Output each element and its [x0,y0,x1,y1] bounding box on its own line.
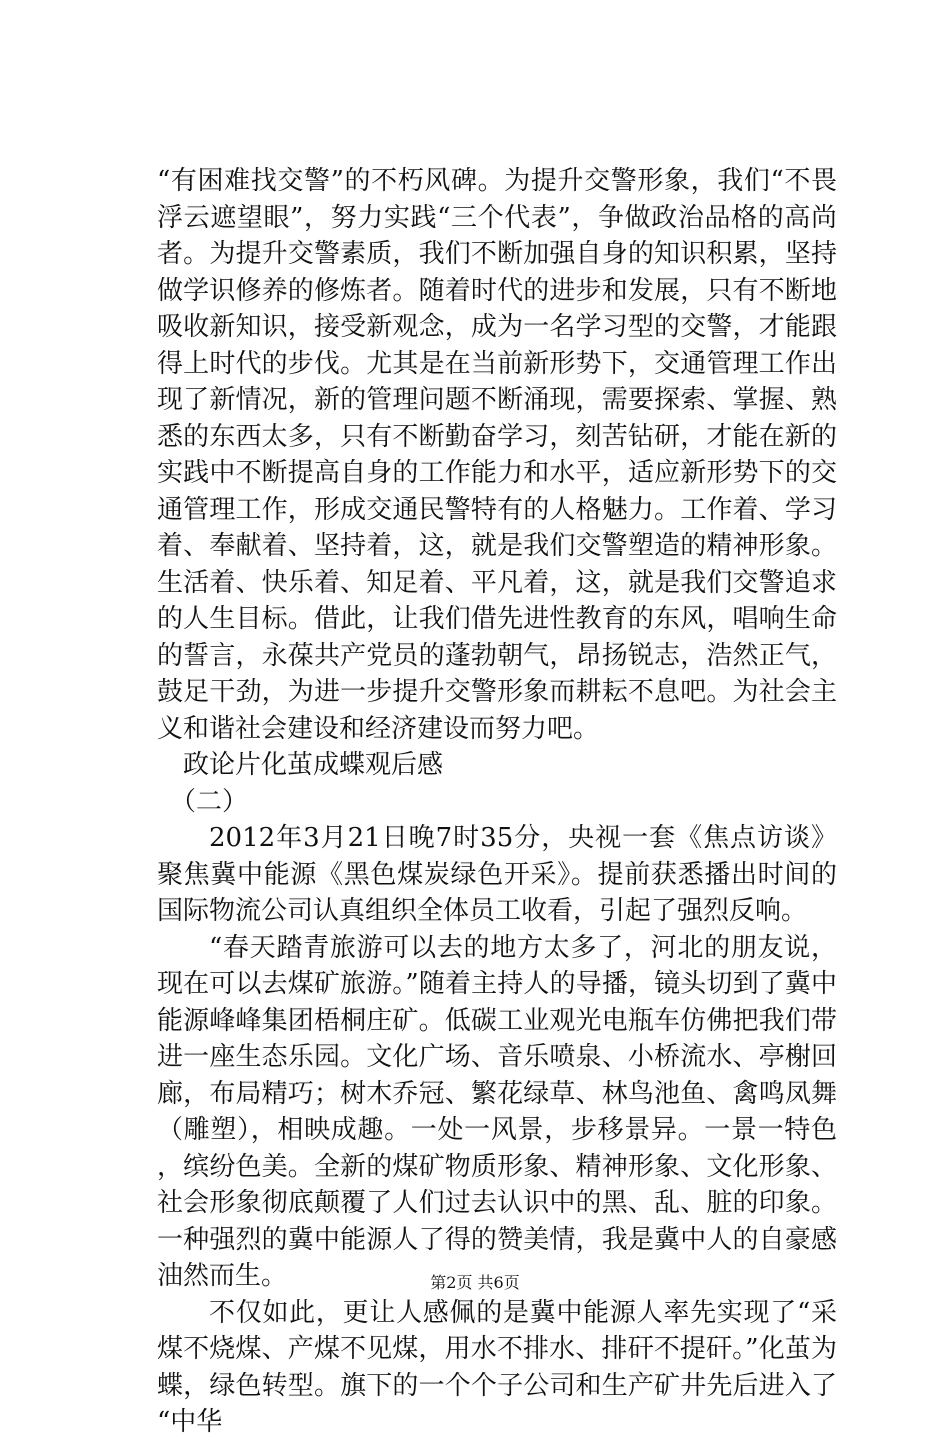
document-body [157,163,837,1441]
article-title: 政论片化茧成蝶观后感 [183,750,444,780]
paragraph-continuation: “有困难找交警”的不朽风碑。为提升交警形象，我们“不畏浮云遮望眼”，努力实践“三个代表”，争做政治品格的高尚者。为提升交警素质，我们不断加强自身的知识积累，坚持做学识修养的修炼者。随着时代的进步和发展，只有不断地吸收新知识，接受新观念，成为一名学习型的交警，才能跟得上时代的步伐。尤其是在当前新形势下，交通管理工作出现了新情况，新的管理问题不断涌现，需要探索、掌握、熟悉的东西太多，只有不断勤奋学习，刻苦钻研，才能在新的实践中不断提高自身的工作能力和水平，适应新形势下的交通管理工作，形成交通民警特有的人格魅力。工作着、学习着、奉献着、坚持着，这，就是我们交警塑造的精神形象。生活着、快乐着、知足着、平凡着，这，就是我们交警追求的人生目标。借此，让我们借先进性教育的东风，唱响生命的誓言，永葆共产党员的蓬勃朝气，昂扬锐志，浩然正气，鼓足干劲，为进一步提升交警形象而耕耘不息吧。为社会主义和谐社会建设和经济建设而努力吧。 [157,166,837,744]
paragraph-eco-park: “春天踏青旅游可以去的地方太多了，河北的朋友说，现在可以去煤矿旅游。”随着主持人的导播，镜头切到了冀中能源峰峰集团梧桐庄矿。低碳工业观光电瓶车仿佛把我们带进一座生态乐园。文化广场、音乐喷泉、小桥流水、亭榭回廊，布局精巧；树木乔冠、繁花绿草、林鸟池鱼、禽鸣凤舞（雕塑），相映成趣。一处一风景，步移景异。一景一特色，缤纷色美。全新的煤矿物质形象、精神形象、文化形象、社会形象彻底颠覆了人们过去认识中的黑、乱、脏的印象。一种强烈的冀中能源人了得的赞美情，我是冀中人的自豪感油然而生。 [157,932,837,1291]
section-number: （二） [170,786,249,817]
paragraph-broadcast: 2012年3月21日晚7时35分，央视一套《焦点访谈》聚焦冀中能源《黑色煤炭绿色开采》。提前获悉播出时间的国际物流公司认真组织全体员工收看，引起了强烈反响。 [157,823,837,926]
paragraph-green-transform: 不仅如此，更让人感佩的是冀中能源人率先实现了“采煤不烧煤、产煤不见煤，用水不排水、排矸不提矸。”化茧为蝶，绿色转型。旗下的一个个子公司和生产矿井先后进入了“中华 [157,1297,837,1437]
page-footer: 第2页 共6页 [430,1273,520,1292]
